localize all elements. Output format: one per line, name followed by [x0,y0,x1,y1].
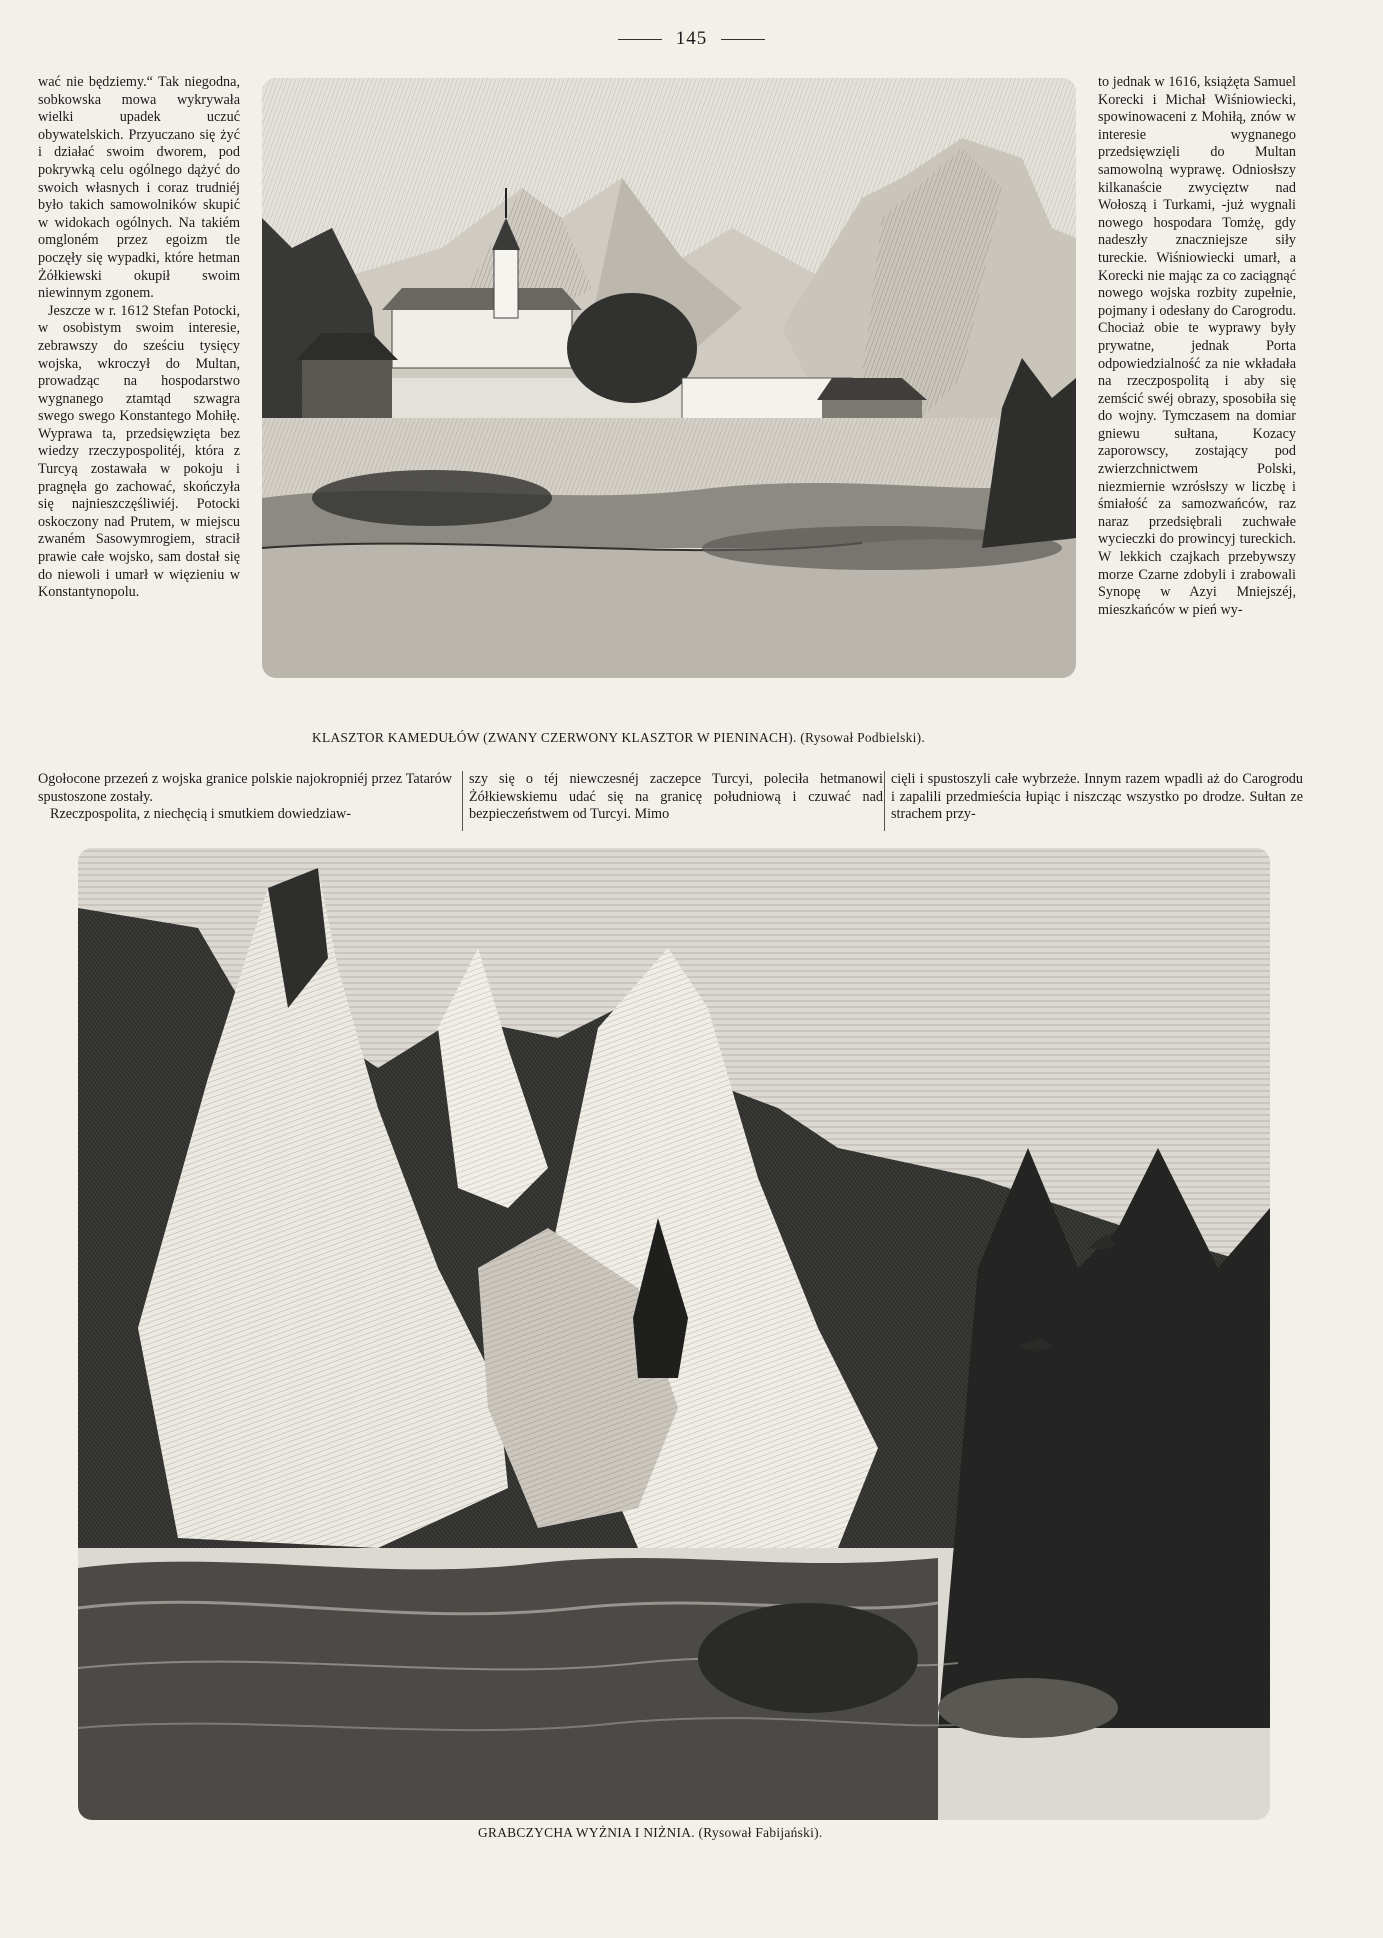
left-paragraph-2: Jeszcze w r. 1612 Stefan Potocki, w osobistym swoim interesie, zebrawszy do sześciu tysięcy wojska, wkroczył do Multan, prowadząc na hospodarstwo wygnanego ztamtąd szwagra swego swego Konstantego Mohiłę. Wyprawa ta, przedsięwzięta bez wiedzy rzeczypospolitéj, która z Turcyą zostawała w pokoju i pragnęła go zachować, skończyła się najnieszczęśliwiéj. Potocki oskoczony nad Prutem, w miejscu zwaném Sasowymrogiem, stracił prawie całe wojsko, sam dostał się do niewoli i umarł w więzieniu w Konstantynopolu. [38,302,240,601]
band-column-1 [38,771,452,831]
rock-peaks-engraving [78,848,1270,1820]
monastery-caption-title: KLASZTOR KAMEDUŁÓW (ZWANY CZERWONY KLASZTOR W PIENINACH). [312,730,797,745]
rock-peaks-caption-title: GRABCZYCHA WYŻNIA I NIŻNIA. [478,1825,695,1840]
rock-peaks-caption [478,1825,823,1841]
monastery-engraving-art [262,78,1076,678]
left-text-column [38,74,240,780]
monastery-caption [312,730,925,746]
band-3-paragraph-1: cięli i spustoszyli całe wybrzeże. Innym razem wpadli aż do Carogrodu i zapalili przedmieścia łupiąc i niszcząc wszystko po drodze. Sułtan ze strachem przy- [891,771,1303,823]
band-1-paragraph-2: Rzeczpospolita, z niechęcią i smutkiem dowiedziaw- [50,806,351,823]
band-column-3 [884,771,1303,831]
monastery-caption-credit: (Rysował Podbielski). [800,730,926,745]
right-text-column [1098,74,1296,780]
band-1-paragraph-1: Ogołocone przezeń z wojska granice polskie najokropniéj przez Tatarów spustoszone zostały. [38,771,452,805]
page-number [0,28,1383,50]
rock-peaks-engraving-art [78,848,1270,1820]
page-number-text: 145 [675,28,708,49]
band-column-2 [462,771,883,831]
left-paragraph-1: wać nie będziemy.“ Tak niegodna, sobkowska mowa wykrywała wielki upadek uczuć obywatelskich. Przyuczano się żyć i działać swoim dworem, pod pokrywką celu ogólnego dążyć do swoich własnych i coraz trudniéj było takich samowolników skupić w widokach ogólnych. Na takiém omgloném przez egoizm tle poczęły się wypadki, które hetman Żółkiewski okupił swoim niewinnym zgonem. [38,74,240,302]
band-2-paragraph-1: szy się o téj niewczesnéj zaczepce Turcyi, poleciła hetmanowi Żółkiewskiemu udać się na granicę południową i czuwać nad bezpieczeństwem od Turcyi. Mimo [469,771,883,823]
monastery-engraving [262,78,1076,678]
right-paragraph-1: to jednak w 1616, książęta Samuel Korecki i Michał Wiśniowiecki, spowinowaceni z Mohiłą, znów w interesie wygnanego przedsięwzięli do Multan samowolną wyprawę. Odniosłszy kilkanaście zwycięztw nad Wołoszą i Turkami, -już wygnali nowego hospodara Tomżę, gdy nadeszły znaczniejsze siły tureckie. Wiśniowiecki umarł, a Korecki nie mając za co zaciągnąć nowego wojska rozbity zupełnie, pojmany i odesłany do Carogrodu. Chociaż obie te wyprawy były prywatne, jednak Porta odpowiedzialność za nie wkładała na rzeczpospolitą i aby się zemścić swéj obrazy, sposobiła się do wojny. Tymczasem na domiar gniewu sułtana, Kozacy zaporowscy, zostający pod zwierzchnictwem Polski, niezmiernie wzrósłszy w liczbę i śmiałość za samozwańców, raz naraz przedsiębrali zuchwałe wycieczki do prowincyj tureckich. W lekkich czajkach przebywszy morze Czarne zdobyli i zrabowali Synopę w Azyi Mniejszéj, mieszkańców w pień wy- [1098,74,1296,618]
rule-left [618,39,662,40]
rule-right [721,39,765,40]
rock-peaks-caption-credit: (Rysował Fabijański). [698,1825,823,1840]
